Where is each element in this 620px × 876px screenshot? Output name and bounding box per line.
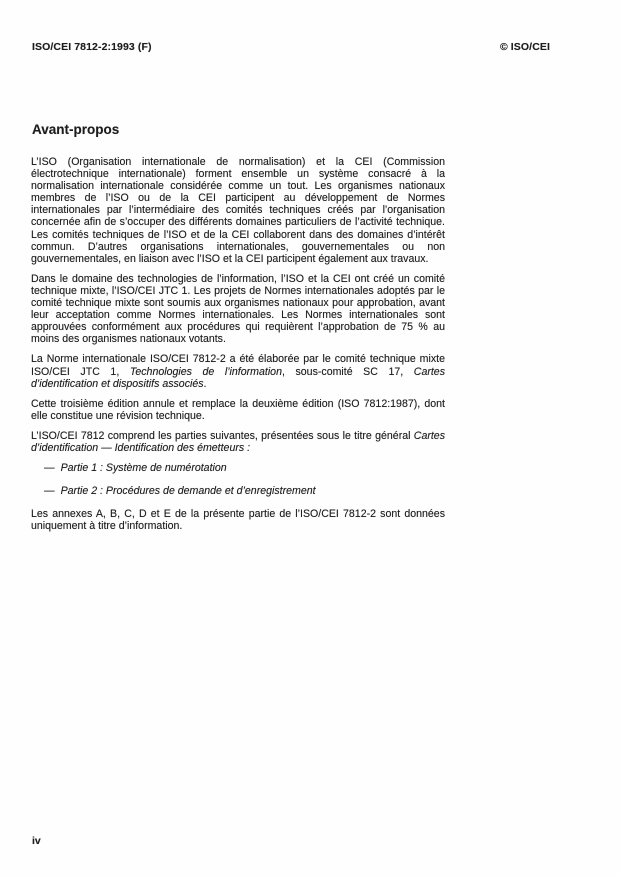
- paragraph-elaboration-text-1: La Norme internationale ISO/CEI 7812-2 a été élaborée par le comité technique mixte ISO/CEI JTC 1,: [31, 353, 445, 378]
- page-header: [32, 41, 550, 53]
- copyright-notice: © ISO/CEI: [499, 41, 550, 53]
- paragraph-elaboration-period: .: [203, 377, 207, 390]
- part-2-label: Partie 2 : Procédures de demande et d’enregistrement: [60, 485, 316, 498]
- paragraph-jtc1-procedures: Dans le domaine des technologies de l’information, l’ISO et la CEI ont créé un comité technique mixte, l’ISO/CEI JTC 1. Les projets de Normes internationales adoptés par le comité technique mixte sont soumis aux organismes nationaux pour approbation, avant leur acceptation comme Normes internationales. Les Normes internationales sont approuvées conformément aux procédures qui requièrent l’approbation de 75 % au moins des organismes nationaux votants.: [31, 272, 445, 346]
- paragraph-elaboration-text-2: , sous-comité SC 17,: [281, 365, 414, 378]
- list-item-dash: —: [44, 462, 55, 475]
- committee-title-technologies-information: Technologies de l’information: [129, 365, 282, 378]
- paragraph-elaboration: [31, 353, 445, 389]
- paragraph-iso-cei-system: L’ISO (Organisation internationale de normalisation) et la CEI (Commission électrotechnique internationale) forment ensemble un système consacré à la normalisation internationale considérée comme un tout. Les organismes nationaux membres de l’ISO ou de la CEI participent au développement de Normes internationales par l’intermédiaire des comités techniques créés par l’organisation concernée afin de s’occuper des différents domaines particuliers de l’activité technique. Les comités techniques de l’ISO et de la CEI collaborent dans des domaines d’intérêt commun. D’autres organisations internationales, gouvernementales ou non gouvernementales, en liaison avec l’ISO et la CEI participent également aux travaux.: [31, 156, 445, 265]
- list-item-part-1: [31, 462, 445, 474]
- foreword-body: [31, 156, 445, 540]
- list-item-dash: —: [44, 485, 55, 498]
- list-item-part-2: [31, 485, 445, 497]
- part-1-label: Partie 1 : Système de numérotation: [60, 462, 227, 475]
- page-footer: [32, 835, 41, 847]
- subcommittee-title-cartes-identification: Cartes d’identification et dispositifs associés: [31, 365, 445, 390]
- paragraph-parts-intro: [31, 430, 445, 454]
- paragraph-edition-replacement: Cette troisième édition annule et remplace la deuxième édition (ISO 7812:1987), dont elle constitue une révision technique.: [31, 397, 445, 422]
- paragraph-parts-intro-text: L’ISO/CEI 7812 comprend les parties suivantes, présentées sous le titre général: [31, 429, 414, 442]
- section-heading: Avant-propos: [32, 122, 120, 137]
- general-title-italic: Cartes d’identification — Identification des émetteurs :: [31, 429, 445, 454]
- page-number: iv: [32, 835, 41, 847]
- standard-reference: ISO/CEI 7812-2:1993 (F): [32, 41, 152, 53]
- parts-list: [31, 462, 445, 497]
- paragraph-annexes-note: Les annexes A, B, C, D et E de la présente partie de l’ISO/CEI 7812-2 sont données uniquement à titre d’information.: [31, 508, 445, 533]
